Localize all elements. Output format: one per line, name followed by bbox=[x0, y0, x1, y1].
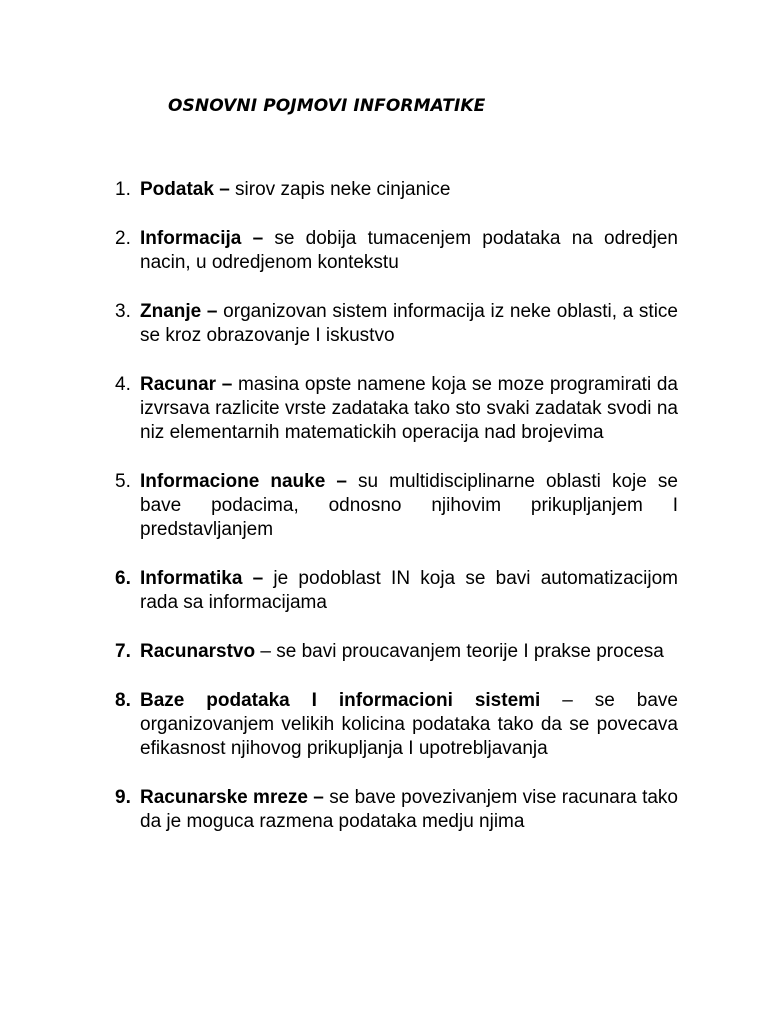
definition-text: sirov zapis neke cinjanice bbox=[229, 179, 451, 200]
definition-text: – se bave organizovanjem velikih kolicina podataka tako da se povecava efikasnost njihovog prikupljanja I upotrebljavanja bbox=[140, 690, 679, 759]
list-item bbox=[115, 689, 678, 761]
term-label: Informatika – bbox=[140, 568, 264, 589]
definition-text: se bave povezivanjem vise racunara tako da je moguca razmena podataka medju njima bbox=[140, 787, 678, 832]
list-item bbox=[115, 178, 678, 202]
list-item bbox=[115, 786, 678, 834]
definition-text: su multidisciplinarne oblasti koje se bave podacima, odnosno njihovim prikupljanjem I predstavljanjem bbox=[140, 471, 678, 540]
item-number: 3. bbox=[115, 301, 131, 322]
document-title: OSNOVNI POJMOVI INFORMATIKE bbox=[168, 96, 486, 116]
item-number: 2. bbox=[115, 228, 131, 249]
list-item bbox=[115, 300, 678, 348]
term-label: Baze podataka I informacioni sistemi bbox=[140, 690, 541, 711]
item-number: 4. bbox=[115, 374, 131, 395]
list-item bbox=[115, 567, 678, 615]
list-item bbox=[115, 470, 678, 542]
definition-text: se dobija tumacenjem podataka na odredjen nacin, u odredjenom kontekstu bbox=[140, 228, 678, 273]
list-item bbox=[115, 640, 678, 664]
item-number: 1. bbox=[115, 179, 131, 200]
item-number: 6. bbox=[115, 568, 131, 589]
item-number: 5. bbox=[115, 471, 131, 492]
term-label: Informacija – bbox=[140, 228, 264, 249]
term-label: Racunar – bbox=[140, 374, 233, 395]
item-number: 8. bbox=[115, 690, 131, 711]
term-label: Podatak – bbox=[140, 179, 230, 200]
list-item bbox=[115, 227, 678, 275]
definition-text: – se bavi proucavanjem teorije I prakse procesa bbox=[255, 641, 664, 662]
definition-text: organizovan sistem informacija iz neke oblasti, a stice se kroz obrazovanje I iskustvo bbox=[140, 301, 678, 346]
term-label: Racunarske mreze – bbox=[140, 787, 324, 808]
item-number: 7. bbox=[115, 641, 131, 662]
definitions-list bbox=[115, 178, 678, 859]
term-label: Racunarstvo bbox=[140, 641, 256, 662]
term-label: Informacione nauke – bbox=[140, 471, 347, 492]
list-item bbox=[115, 373, 678, 445]
definition-text: je podoblast IN koja se bavi automatizacijom rada sa informacijama bbox=[140, 568, 678, 613]
definition-text: masina opste namene koja se moze programirati da izvrsava razlicite vrste zadataka tako sto svaki zadatak svodi na niz elementarnih matematickih operacija nad brojevima bbox=[140, 374, 678, 443]
term-label: Znanje – bbox=[140, 301, 218, 322]
item-number: 9. bbox=[115, 787, 131, 808]
